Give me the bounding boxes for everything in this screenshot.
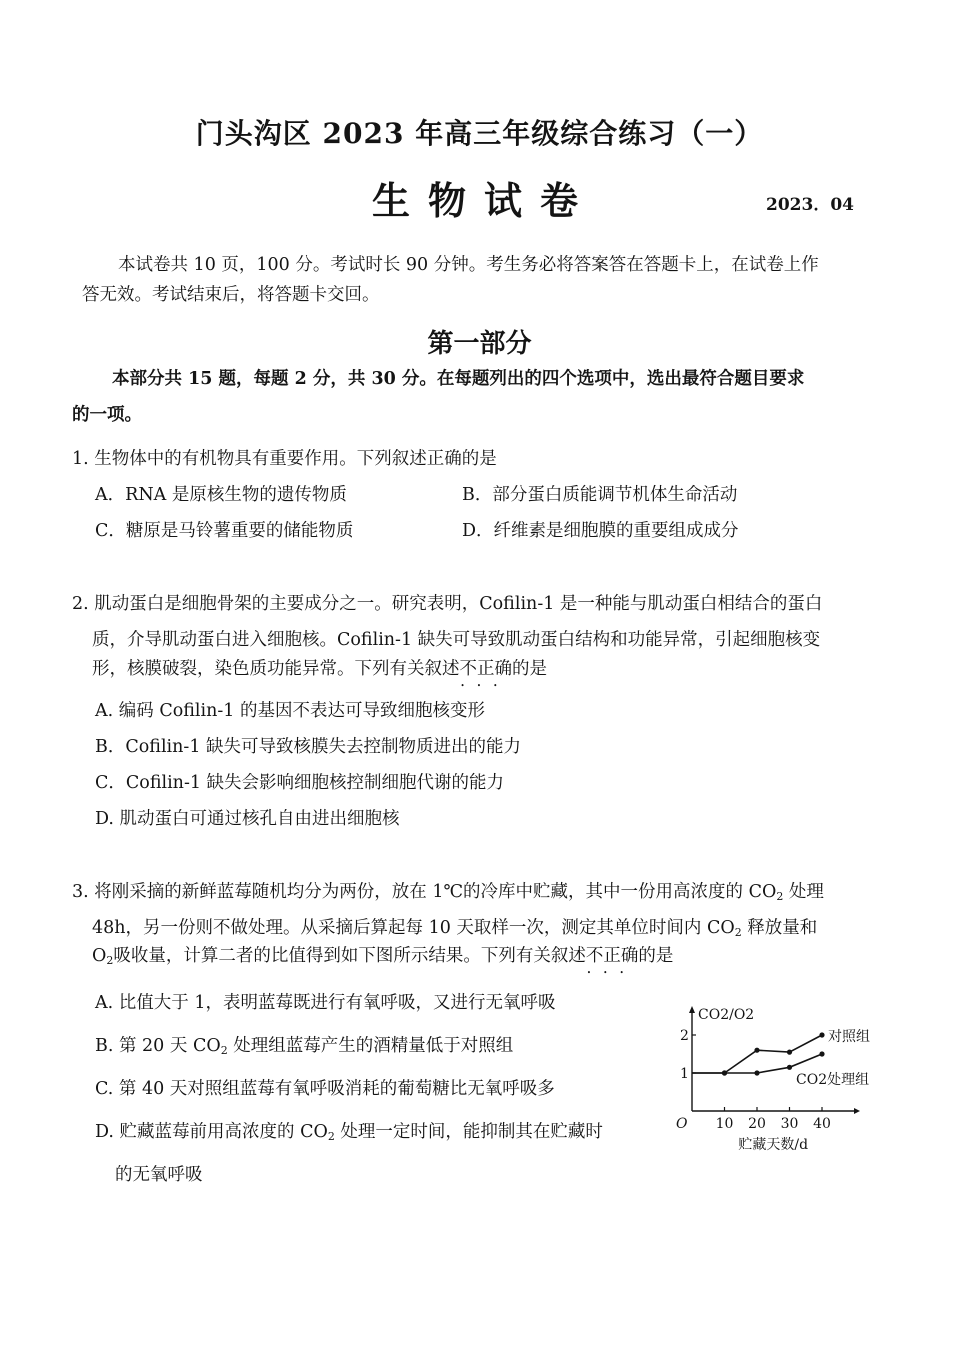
q3-option-b-text: B. 第 20 天 CO <box>95 1036 221 1056</box>
q3-line2-end: 释放量和 <box>741 918 818 938</box>
q3-line1-sub: 2 <box>776 890 784 903</box>
series-0-point-3 <box>787 1050 792 1055</box>
series-line-0 <box>692 1035 822 1073</box>
y-axis-label: CO2/O2 <box>698 1007 755 1023</box>
q3-line3-sub: 2 <box>106 954 114 967</box>
q2-option-c: C．Cofilin-1 缺失会影响细胞核控制细胞代谢的能力 <box>95 773 505 793</box>
q2-stem-line-3 <box>92 661 547 679</box>
x-axis-label: 贮藏天数/d <box>738 1137 809 1153</box>
q1-option-b: B．部分蛋白质能调节机体生命活动 <box>462 485 738 505</box>
series-1-point-4 <box>819 1051 824 1056</box>
q3-stem-line-2 <box>92 920 817 938</box>
series-0-point-2 <box>754 1048 759 1053</box>
q3-option-d-text: D. 贮藏蓝莓前用高浓度的 CO <box>95 1122 328 1142</box>
q2-option-a: A. 编码 Cofilin-1 的基因不表达可导致细胞核变形 <box>95 701 485 721</box>
q3-line1-end: 处理 <box>783 882 824 902</box>
q2-stem-line-2: 质，介导肌动蛋白进入细胞核。Cofilin-1 缺失可导致肌动蛋白结构和功能异常，引起细胞核变 <box>92 630 821 650</box>
exam-title: 门头沟区 2023 年高三年级综合练习（一） <box>195 117 764 150</box>
series-1-point-1 <box>722 1070 727 1075</box>
intro-line-1: 本试卷共 10 页，100 分。考试时长 90 分钟。考生务必将答案答在答题卡上，在试卷上作 <box>118 255 819 275</box>
q3-option-d-sub: 2 <box>327 1130 335 1143</box>
q3-line2-sub: 2 <box>734 926 742 939</box>
series-0-point-4 <box>819 1032 824 1037</box>
q3-line3-o: O <box>92 946 107 966</box>
q2-stem-end: 的是 <box>512 659 547 679</box>
q3-option-d <box>95 1124 603 1142</box>
subject-title: 生物试卷 <box>372 178 597 223</box>
x-tick-label-30: 30 <box>780 1116 799 1132</box>
q1-option-a: A．RNA 是原核生物的遗传物质 <box>95 485 347 505</box>
y-axis-arrow <box>689 1006 695 1013</box>
intro-line-2: 答无效。考试结束后，将答题卡交回。 <box>82 285 380 305</box>
q3-option-b <box>95 1038 513 1056</box>
part-instruction-line-1: 本部分共 15 题，每题 2 分，共 30 分。在每题列出的四个选项中，选出最符合题目要求 <box>112 369 805 389</box>
respiration-ratio-chart <box>668 995 898 1160</box>
q3-option-d-line-2: 的无氧呼吸 <box>115 1165 203 1185</box>
q2-option-b: B．Cofilin-1 缺失可导致核膜失去控制物质进出的能力 <box>95 737 522 757</box>
q3-line3-end: 的是 <box>638 946 674 966</box>
q3-option-c: C. 第 40 天对照组蓝莓有氧呼吸消耗的葡萄糖比无氧呼吸多 <box>95 1079 555 1099</box>
series-label-0: 对照组 <box>828 1029 870 1045</box>
series-line-1 <box>692 1054 822 1073</box>
part-instruction-line-2: 的一项。 <box>72 405 142 425</box>
q1-option-d: D．纤维素是细胞膜的重要组成成分 <box>462 521 739 541</box>
q3-stem-line-1 <box>72 884 824 902</box>
exam-date: 2023．04 <box>766 195 854 215</box>
q2-stem-line-1: 2. 肌动蛋白是细胞骨架的主要成分之一。研究表明，Cofilin-1 是一种能与肌动蛋白相结合的蛋白 <box>72 594 823 614</box>
series-label-1: CO2处理组 <box>796 1072 870 1088</box>
q3-option-a: A. 比值大于 1，表明蓝莓既进行有氧呼吸，又进行无氧呼吸 <box>95 993 556 1013</box>
q1-option-c: C．糖原是马铃薯重要的储能物质 <box>95 521 354 541</box>
part-title: 第一部分 <box>427 329 532 359</box>
q3-stem-line-3 <box>92 948 673 966</box>
x-tick-label-10: 10 <box>715 1116 734 1132</box>
series-1-point-3 <box>787 1065 792 1070</box>
x-axis-arrow <box>854 1108 860 1114</box>
y-tick-label-2: 2 <box>680 1028 689 1044</box>
q2-option-d: D. 肌动蛋白可通过核孔自由进出细胞核 <box>95 809 400 829</box>
q3-option-b-sub: 2 <box>220 1044 228 1057</box>
q3-line3-text: 吸收量，计算二者的比值得到如下图所示结果。下列有关叙述 <box>113 946 586 966</box>
q1-stem: 1. 生物体中的有机物具有重要作用。下列叙述正确的是 <box>72 449 497 469</box>
q3-emphasis: 不正确 • • • <box>586 948 639 966</box>
q3-option-d-end: 处理一定时间，能抑制其在贮藏时 <box>334 1122 603 1142</box>
y-tick-label-1: 1 <box>680 1066 689 1082</box>
q2-emphasis: 不正确 • • • <box>460 661 513 679</box>
series-1-point-2 <box>754 1070 759 1075</box>
x-tick-label-40: 40 <box>813 1116 831 1132</box>
origin-label: O <box>676 1116 688 1132</box>
q3-option-b-end: 处理组蓝莓产生的酒精量低于对照组 <box>227 1036 514 1056</box>
q2-stem-text: 形，核膜破裂，染色质功能异常。下列有关叙述 <box>92 659 460 679</box>
q3-line1-text: 3. 将刚采摘的新鲜蓝莓随机均分为两份，放在 1℃的冷库中贮藏，其中一份用高浓度的 CO <box>72 882 777 902</box>
x-tick-label-20: 20 <box>748 1116 766 1132</box>
q3-line2-text: 48h，另一份则不做处理。从采摘后算起每 10 天取样一次，测定其单位时间内 CO <box>92 918 735 938</box>
